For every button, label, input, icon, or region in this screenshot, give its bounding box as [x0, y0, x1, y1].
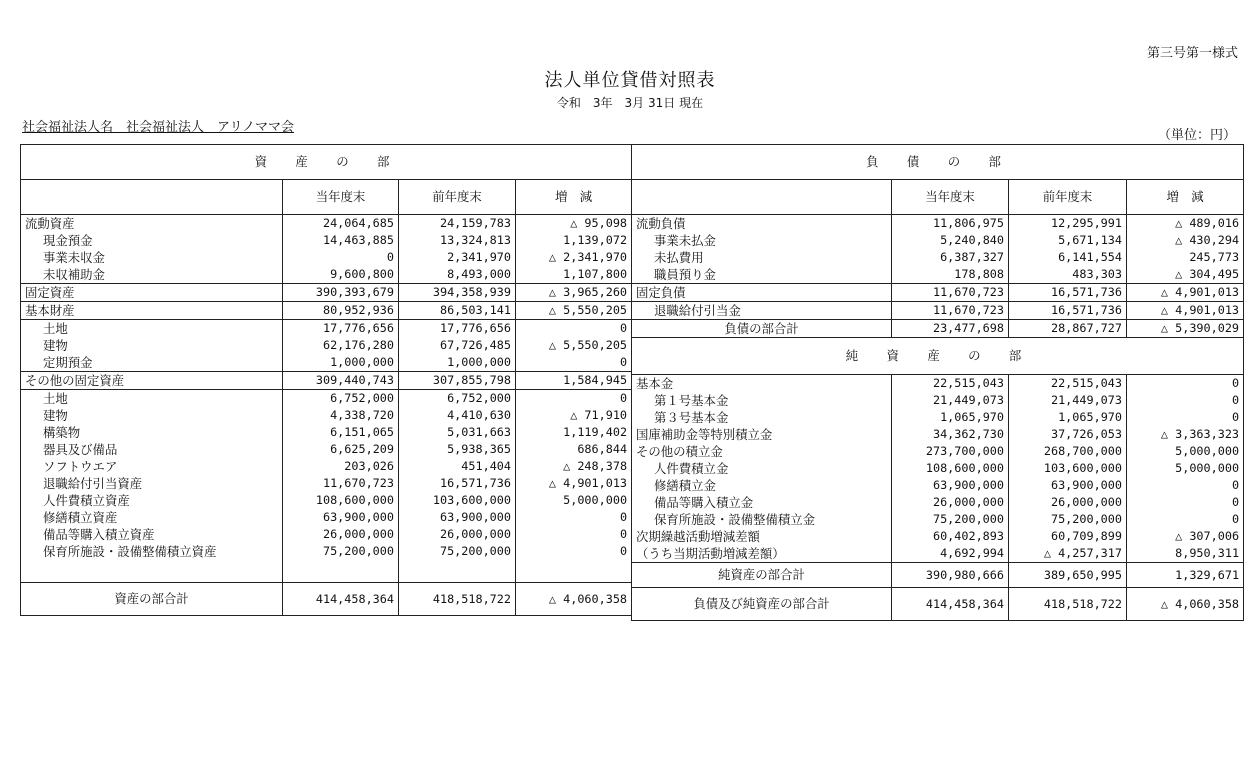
assets-prior-value: 1,000,000	[399, 354, 516, 372]
liabilities-subtotal-current: 23,477,698	[892, 320, 1009, 338]
assets-prior-value: 307,855,798	[399, 372, 516, 390]
net-assets-item-name: 国庫補助金等特別積立金	[636, 427, 773, 442]
net-assets-row	[632, 443, 1244, 460]
liabilities-table	[631, 144, 1244, 621]
net-assets-prior-value: 1,065,970	[1009, 409, 1127, 426]
assets-diff-value: 0	[516, 390, 632, 408]
net-assets-item-name: 保育所施設・設備整備積立金	[654, 512, 816, 527]
net-assets-current-value: 4,692,994	[892, 545, 1009, 563]
assets-prior-value: 13,324,813	[399, 232, 516, 249]
liabilities-item-name: 退職給付引当金	[632, 302, 892, 320]
assets-diff-value: 1,139,072	[516, 232, 632, 249]
assets-total-label: 資産の部合計	[21, 583, 283, 616]
grand-total-prior: 418,518,722	[1009, 588, 1127, 621]
liabilities-subtotal-label: 負債の部合計	[632, 320, 892, 338]
assets-item-name: 備品等購入積立資産	[43, 527, 155, 542]
net-assets-item-name: 基本金	[636, 376, 674, 391]
assets-prior-value: 4,410,630	[399, 407, 516, 424]
assets-current-value: 80,952,936	[283, 302, 399, 320]
assets-blank-row	[21, 560, 632, 583]
liabilities-row	[632, 284, 1244, 302]
net-assets-current-value: 34,362,730	[892, 426, 1009, 443]
assets-item-name: 建物	[43, 338, 68, 353]
assets-current-value: 1,000,000	[283, 354, 399, 372]
as-of-date: 令和 3年 3月 31日 現在	[556, 96, 704, 110]
assets-current-value: 24,064,685	[283, 215, 399, 233]
assets-prior-value: 26,000,000	[399, 526, 516, 543]
form-number: 第三号第一様式	[1146, 46, 1238, 61]
assets-current-value: 6,625,209	[283, 441, 399, 458]
liabilities-prior-value: 6,141,554	[1009, 249, 1127, 266]
assets-prior-value: 63,900,000	[399, 509, 516, 526]
liabilities-current-value: 11,806,975	[892, 215, 1009, 233]
assets-item-name: 土地	[21, 320, 283, 338]
net-assets-subtotal-prior: 389,650,995	[1009, 563, 1127, 588]
net-assets-current-value: 108,600,000	[892, 460, 1009, 477]
net-assets-item-name: その他の積立金	[636, 444, 723, 459]
net-assets-rows	[632, 375, 1244, 563]
assets-prior-value: 75,200,000	[399, 543, 516, 560]
net-assets-item-name: 次期繰越活動増減差額	[636, 529, 760, 544]
liabilities-diff-value: △ 4,901,013	[1127, 284, 1244, 302]
assets-prior-value: 451,404	[399, 458, 516, 475]
assets-current-value: 6,151,065	[283, 424, 399, 441]
assets-current-value: 63,900,000	[283, 509, 399, 526]
liabilities-current-value: 6,387,327	[892, 249, 1009, 266]
net-assets-prior-value: 26,000,000	[1009, 494, 1127, 511]
net-assets-row	[632, 494, 1244, 511]
net-assets-prior-value: 63,900,000	[1009, 477, 1127, 494]
assets-prior-value: 5,031,663	[399, 424, 516, 441]
assets-row	[21, 284, 632, 302]
liabilities-diff-value: △ 4,901,013	[1127, 302, 1244, 320]
net-assets-diff-value: 0	[1127, 494, 1244, 511]
liabilities-col-name	[632, 180, 892, 215]
liabilities-diff-value: 245,773	[1127, 249, 1244, 266]
net-assets-row	[632, 375, 1244, 393]
net-assets-current-value: 75,200,000	[892, 511, 1009, 528]
assets-row	[21, 424, 632, 441]
assets-diff-value: 5,000,000	[516, 492, 632, 509]
assets-current-value: 390,393,679	[283, 284, 399, 302]
liabilities-current-value: 178,808	[892, 266, 1009, 284]
assets-current-value: 26,000,000	[283, 526, 399, 543]
net-assets-diff-value: 0	[1127, 392, 1244, 409]
assets-prior-value: 16,571,736	[399, 475, 516, 492]
net-assets-diff-value: 0	[1127, 511, 1244, 528]
net-assets-current-value: 60,402,893	[892, 528, 1009, 545]
net-assets-row	[632, 477, 1244, 494]
assets-row	[21, 232, 632, 249]
assets-diff-value: 0	[516, 354, 632, 372]
assets-item-name: 流動資産	[25, 216, 75, 231]
liabilities-current-value: 5,240,840	[892, 232, 1009, 249]
assets-row	[21, 320, 632, 338]
assets-current-value: 6,752,000	[283, 390, 399, 408]
liabilities-item-name: 事業未払金	[654, 233, 716, 248]
assets-row	[21, 302, 632, 320]
assets-row	[21, 215, 632, 233]
assets-section-title: 資 産 の 部	[21, 145, 632, 180]
liabilities-prior-value: 483,303	[1009, 266, 1127, 284]
assets-prior-value: 24,159,783	[399, 215, 516, 233]
assets-total-current: 414,458,364	[283, 583, 399, 616]
assets-diff-value: 0	[516, 526, 632, 543]
liabilities-diff-value: △ 430,294	[1127, 232, 1244, 249]
assets-item-name: 器具及び備品	[43, 442, 118, 457]
assets-prior-value: 8,493,000	[399, 266, 516, 284]
net-assets-diff-value: 5,000,000	[1127, 460, 1244, 477]
net-assets-row	[632, 409, 1244, 426]
assets-diff-value: △ 71,910	[516, 407, 632, 424]
assets-row	[21, 543, 632, 560]
liabilities-col-prior: 前年度末	[1009, 180, 1127, 215]
document-title: 法人単位貸借対照表	[544, 70, 716, 91]
assets-item-name: ソフトウエア	[43, 459, 118, 474]
assets-row	[21, 492, 632, 509]
net-assets-section-title: 純 資 産 の 部	[632, 338, 1244, 375]
net-assets-current-value: 273,700,000	[892, 443, 1009, 460]
assets-current-value: 0	[283, 249, 399, 266]
liabilities-prior-value: 12,295,991	[1009, 215, 1127, 233]
net-assets-current-value: 63,900,000	[892, 477, 1009, 494]
assets-row	[21, 441, 632, 458]
assets-item-name: 退職給付引当資産	[43, 476, 143, 491]
net-assets-item-name: 人件費積立金	[654, 461, 729, 476]
net-assets-prior-value: 103,600,000	[1009, 460, 1127, 477]
assets-rows	[21, 215, 632, 561]
assets-current-value: 108,600,000	[283, 492, 399, 509]
assets-prior-value: 6,752,000	[399, 390, 516, 408]
assets-prior-value: 67,726,485	[399, 337, 516, 354]
grand-total-row	[632, 588, 1244, 621]
net-assets-diff-value: 5,000,000	[1127, 443, 1244, 460]
assets-diff-value: △ 95,098	[516, 215, 632, 233]
liabilities-col-diff: 増 減	[1127, 180, 1244, 215]
assets-item-name: 未収補助金	[43, 267, 105, 282]
grand-total-diff: △ 4,060,358	[1127, 588, 1244, 621]
net-assets-subtotal-row	[632, 563, 1244, 588]
grand-total-current: 414,458,364	[892, 588, 1009, 621]
net-assets-prior-value: 75,200,000	[1009, 511, 1127, 528]
assets-current-value: 9,600,800	[283, 266, 399, 284]
liabilities-row	[632, 302, 1244, 320]
assets-item-name: 定期預金	[43, 355, 93, 370]
assets-col-current: 当年度末	[283, 180, 399, 215]
assets-current-value: 203,026	[283, 458, 399, 475]
net-assets-row	[632, 528, 1244, 545]
assets-col-prior: 前年度末	[399, 180, 516, 215]
net-assets-item-name: 第１号基本金	[654, 393, 729, 408]
net-assets-diff-value: 0	[1127, 409, 1244, 426]
assets-total-diff: △ 4,060,358	[516, 583, 632, 616]
assets-row	[21, 249, 632, 266]
net-assets-prior-value: 21,449,073	[1009, 392, 1127, 409]
assets-prior-value: 2,341,970	[399, 249, 516, 266]
assets-table	[20, 144, 632, 616]
assets-diff-value: 1,584,945	[516, 372, 632, 390]
assets-current-value: 75,200,000	[283, 543, 399, 560]
net-assets-row	[632, 460, 1244, 477]
liabilities-row	[632, 249, 1244, 266]
net-assets-current-value: 26,000,000	[892, 494, 1009, 511]
liabilities-item-name: 職員預り金	[654, 267, 716, 282]
liabilities-current-value: 11,670,723	[892, 284, 1009, 302]
assets-item-name: 基本財産	[21, 302, 283, 320]
net-assets-row	[632, 426, 1244, 443]
net-assets-item-name: 第３号基本金	[654, 410, 729, 425]
net-assets-subtotal-current: 390,980,666	[892, 563, 1009, 588]
assets-diff-value: △ 3,965,260	[516, 284, 632, 302]
assets-item-name: 保育所施設・設備整備積立資産	[43, 544, 217, 559]
net-assets-diff-value: △ 307,006	[1127, 528, 1244, 545]
liabilities-item-name: 固定負債	[632, 284, 892, 302]
assets-diff-value: △ 5,550,205	[516, 302, 632, 320]
net-assets-prior-value: 22,515,043	[1009, 375, 1127, 393]
liabilities-section-title: 負 債 の 部	[632, 145, 1244, 180]
assets-diff-value: 1,107,800	[516, 266, 632, 284]
assets-item-name: 固定資産	[21, 284, 283, 302]
assets-prior-value: 17,776,656	[399, 320, 516, 338]
assets-row	[21, 475, 632, 492]
assets-row	[21, 509, 632, 526]
assets-row	[21, 458, 632, 475]
liabilities-col-current: 当年度末	[892, 180, 1009, 215]
net-assets-row	[632, 511, 1244, 528]
assets-diff-value: 1,119,402	[516, 424, 632, 441]
liabilities-diff-value: △ 489,016	[1127, 215, 1244, 233]
net-assets-subtotal-diff: 1,329,671	[1127, 563, 1244, 588]
liabilities-row	[632, 215, 1244, 233]
net-assets-row	[632, 545, 1244, 563]
assets-prior-value: 86,503,141	[399, 302, 516, 320]
assets-row	[21, 354, 632, 372]
assets-row	[21, 526, 632, 543]
assets-current-value: 14,463,885	[283, 232, 399, 249]
net-assets-diff-value: 0	[1127, 477, 1244, 494]
assets-col-name	[21, 180, 283, 215]
assets-diff-value: △ 248,378	[516, 458, 632, 475]
assets-current-value: 309,440,743	[283, 372, 399, 390]
assets-col-diff: 増 減	[516, 180, 632, 215]
liabilities-subtotal-row	[632, 320, 1244, 338]
net-assets-row	[632, 392, 1244, 409]
assets-item-name: 現金預金	[43, 233, 93, 248]
net-assets-prior-value: △ 4,257,317	[1009, 545, 1127, 563]
assets-item-name: 修繕積立資産	[43, 510, 118, 525]
assets-total-prior: 418,518,722	[399, 583, 516, 616]
net-assets-current-value: 21,449,073	[892, 392, 1009, 409]
liabilities-subtotal-diff: △ 5,390,029	[1127, 320, 1244, 338]
net-assets-prior-value: 60,709,899	[1009, 528, 1127, 545]
net-assets-diff-value: △ 3,363,323	[1127, 426, 1244, 443]
assets-diff-value: △ 2,341,970	[516, 249, 632, 266]
assets-item-name: 建物	[43, 408, 68, 423]
net-assets-subtotal-label: 純資産の部合計	[632, 563, 892, 588]
assets-prior-value: 103,600,000	[399, 492, 516, 509]
net-assets-diff-value: 8,950,311	[1127, 545, 1244, 563]
liabilities-diff-value: △ 304,495	[1127, 266, 1244, 284]
assets-row	[21, 390, 632, 408]
assets-row	[21, 337, 632, 354]
assets-item-name: 事業未収金	[43, 250, 105, 265]
assets-current-value: 11,670,723	[283, 475, 399, 492]
net-assets-item-name: 備品等購入積立金	[654, 495, 754, 510]
liabilities-item-name: 未払費用	[654, 250, 704, 265]
liabilities-row	[632, 266, 1244, 284]
assets-current-value: 17,776,656	[283, 320, 399, 338]
net-assets-diff-value: 0	[1127, 375, 1244, 393]
assets-diff-value: △ 5,550,205	[516, 337, 632, 354]
liabilities-prior-value: 16,571,736	[1009, 284, 1127, 302]
assets-current-value: 62,176,280	[283, 337, 399, 354]
liabilities-current-value: 11,670,723	[892, 302, 1009, 320]
assets-diff-value: 0	[516, 509, 632, 526]
net-assets-current-value: 1,065,970	[892, 409, 1009, 426]
assets-item-name: 土地	[21, 390, 283, 408]
assets-item-name: 人件費積立資産	[43, 493, 130, 508]
assets-row	[21, 407, 632, 424]
assets-item-name: 構築物	[43, 425, 81, 440]
assets-row	[21, 266, 632, 284]
net-assets-current-value: 22,515,043	[892, 375, 1009, 393]
net-assets-item-name: （うち当期活動増減差額）	[636, 546, 785, 561]
assets-diff-value: 686,844	[516, 441, 632, 458]
liabilities-row	[632, 232, 1244, 249]
assets-item-name: その他の固定資産	[21, 372, 283, 390]
liabilities-rows	[632, 215, 1244, 320]
liabilities-prior-value: 5,671,134	[1009, 232, 1127, 249]
liabilities-subtotal-prior: 28,867,727	[1009, 320, 1127, 338]
assets-diff-value: 0	[516, 543, 632, 560]
unit-label: （単位：円）	[1157, 128, 1236, 143]
assets-prior-value: 394,358,939	[399, 284, 516, 302]
assets-total-row	[21, 583, 632, 616]
assets-prior-value: 5,938,365	[399, 441, 516, 458]
corporation-name: 社会福祉法人名 社会福祉法人 アリノママ会	[22, 120, 294, 135]
assets-current-value: 4,338,720	[283, 407, 399, 424]
net-assets-prior-value: 37,726,053	[1009, 426, 1127, 443]
assets-row	[21, 372, 632, 390]
net-assets-item-name: 修繕積立金	[654, 478, 716, 493]
liabilities-prior-value: 16,571,736	[1009, 302, 1127, 320]
grand-total-label: 負債及び純資産の部合計	[632, 588, 892, 621]
net-assets-prior-value: 268,700,000	[1009, 443, 1127, 460]
liabilities-item-name: 流動負債	[636, 216, 686, 231]
assets-diff-value: 0	[516, 320, 632, 338]
assets-diff-value: △ 4,901,013	[516, 475, 632, 492]
